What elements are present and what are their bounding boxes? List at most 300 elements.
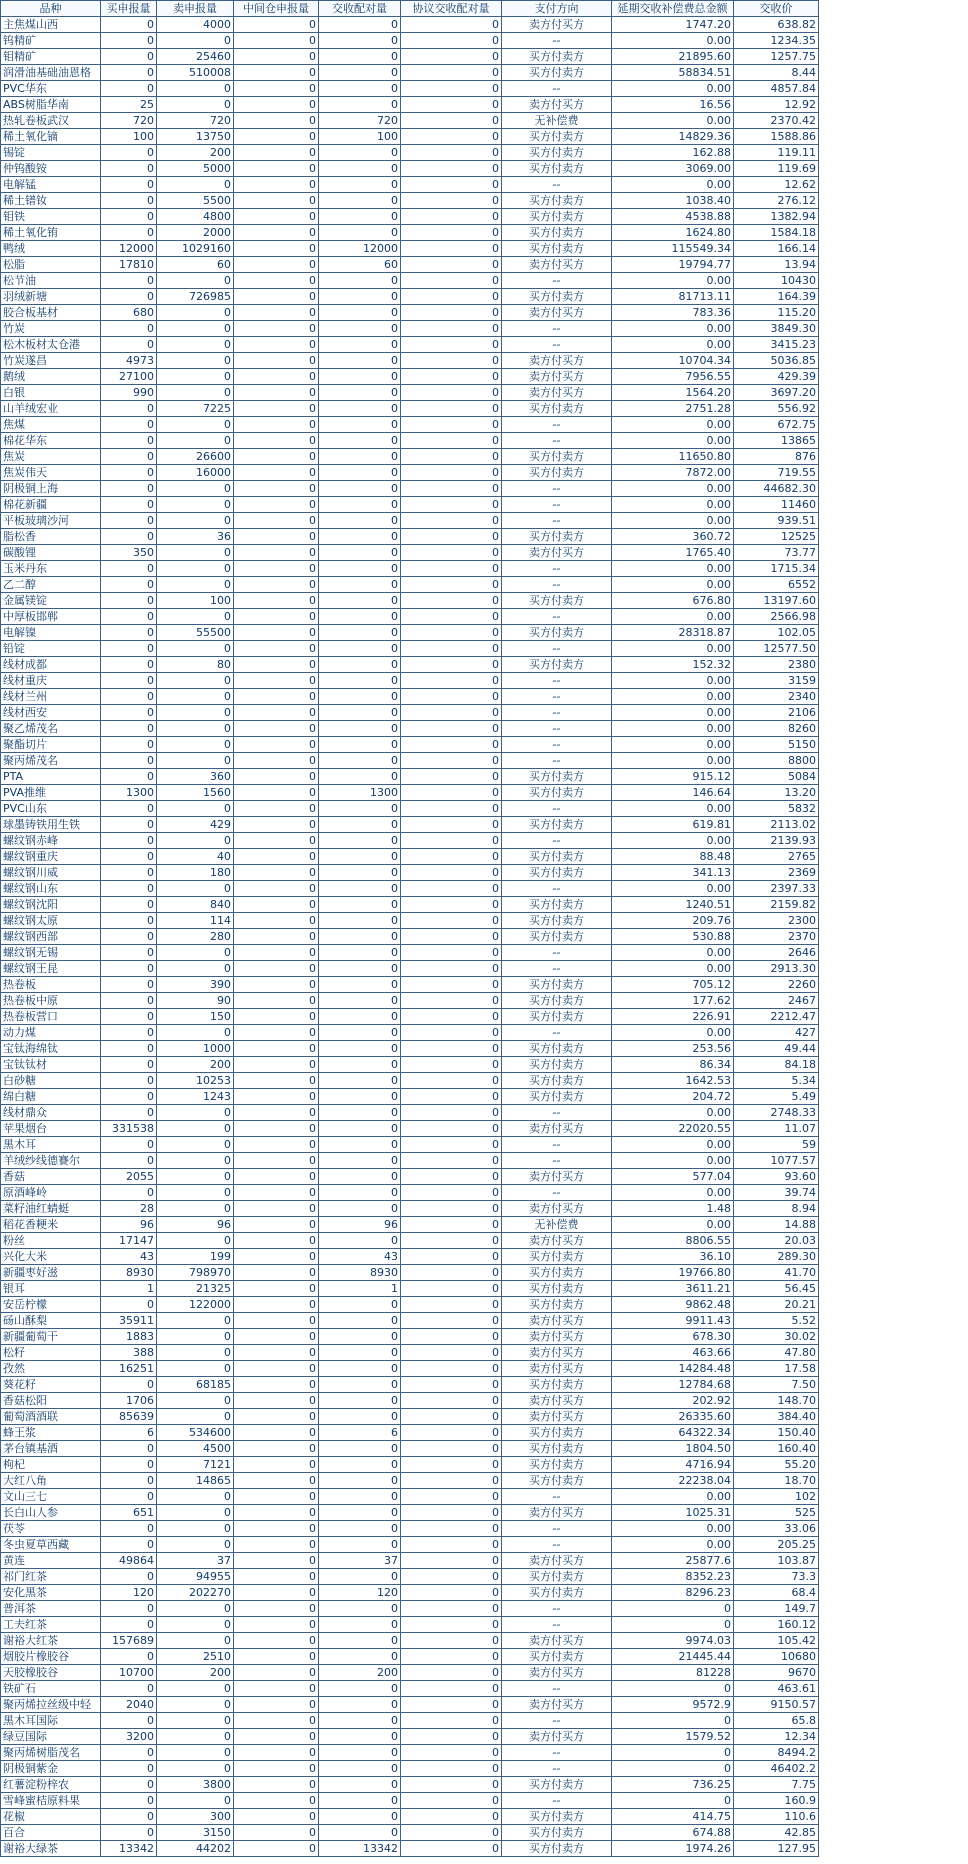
sell-declared-cell: 0: [157, 1313, 234, 1329]
agreement-matched-cell: 0: [401, 977, 502, 993]
buy-declared-cell: 0: [101, 433, 157, 449]
variety-cell: 鸭绒: [1, 241, 101, 257]
header-row: [1, 1, 819, 17]
deferred-fee-cell: 0.00: [612, 1537, 734, 1553]
intermediate-declared-cell: 0: [234, 897, 319, 913]
agreement-matched-cell: 0: [401, 1425, 502, 1441]
deferred-fee-cell: 16.56: [612, 97, 734, 113]
buy-declared-cell: 16251: [101, 1361, 157, 1377]
payment-direction-cell: 卖方付买方: [502, 1313, 612, 1329]
deferred-fee-cell: 0.00: [612, 737, 734, 753]
intermediate-declared-cell: 0: [234, 1713, 319, 1729]
delivery-matched-cell: 0: [319, 977, 401, 993]
variety-cell: 螺纹钢山东: [1, 881, 101, 897]
delivery-matched-cell: 0: [319, 721, 401, 737]
table-row: [1, 449, 819, 465]
delivery-price-cell: 1715.34: [734, 561, 819, 577]
delivery-price-cell: 2748.33: [734, 1105, 819, 1121]
table-row: [1, 1649, 819, 1665]
payment-direction-cell: --: [502, 1617, 612, 1633]
payment-direction-cell: 卖方付买方: [502, 1505, 612, 1521]
intermediate-declared-cell: 0: [234, 785, 319, 801]
variety-cell: 安岳柠檬: [1, 1297, 101, 1313]
buy-declared-cell: 28: [101, 1201, 157, 1217]
buy-declared-cell: 0: [101, 577, 157, 593]
variety-cell: 百合: [1, 1825, 101, 1841]
agreement-matched-cell: 0: [401, 1041, 502, 1057]
deferred-fee-cell: 0.00: [612, 497, 734, 513]
variety-cell: 润滑油基础油恩格: [1, 65, 101, 81]
payment-direction-cell: --: [502, 961, 612, 977]
agreement-matched-cell: 0: [401, 577, 502, 593]
buy-declared-cell: 651: [101, 1505, 157, 1521]
payment-direction-cell: --: [502, 177, 612, 193]
delivery-matched-cell: 0: [319, 1409, 401, 1425]
payment-direction-cell: --: [502, 1185, 612, 1201]
delivery-price-cell: 46402.2: [734, 1761, 819, 1777]
variety-cell: 金属镁锭: [1, 593, 101, 609]
sell-declared-cell: 3800: [157, 1777, 234, 1793]
agreement-matched-cell: 0: [401, 1473, 502, 1489]
deferred-fee-cell: 0.00: [612, 1185, 734, 1201]
deferred-fee-cell: 226.91: [612, 1009, 734, 1025]
variety-cell: 砀山酥梨: [1, 1313, 101, 1329]
sell-declared-cell: 0: [157, 1105, 234, 1121]
delivery-matched-cell: 0: [319, 1153, 401, 1169]
intermediate-declared-cell: 0: [234, 561, 319, 577]
variety-cell: 球墨铸铁用生铁: [1, 817, 101, 833]
buy-declared-cell: 0: [101, 289, 157, 305]
buy-declared-cell: 0: [101, 1041, 157, 1057]
buy-declared-cell: 0: [101, 1521, 157, 1537]
agreement-matched-cell: 0: [401, 1713, 502, 1729]
sell-declared-cell: 0: [157, 273, 234, 289]
delivery-matched-cell: 0: [319, 1601, 401, 1617]
variety-cell: 稀土镨钕: [1, 193, 101, 209]
delivery-price-cell: 525: [734, 1505, 819, 1521]
variety-cell: 线材兰州: [1, 689, 101, 705]
intermediate-declared-cell: 0: [234, 609, 319, 625]
table-row: [1, 817, 819, 833]
deferred-fee-cell: 28318.87: [612, 625, 734, 641]
buy-declared-cell: 388: [101, 1345, 157, 1361]
buy-declared-cell: 0: [101, 1089, 157, 1105]
sell-declared-cell: 0: [157, 1521, 234, 1537]
intermediate-declared-cell: 0: [234, 1153, 319, 1169]
sell-declared-cell: 0: [157, 1729, 234, 1745]
agreement-matched-cell: 0: [401, 161, 502, 177]
table-row: [1, 353, 819, 369]
sell-declared-cell: 0: [157, 417, 234, 433]
intermediate-declared-cell: 0: [234, 1553, 319, 1569]
intermediate-declared-cell: 0: [234, 433, 319, 449]
variety-cell: 螺纹钢沈阳: [1, 897, 101, 913]
payment-direction-cell: --: [502, 753, 612, 769]
deferred-fee-cell: 678.30: [612, 1329, 734, 1345]
payment-direction-cell: 卖方付买方: [502, 1169, 612, 1185]
table-row: [1, 1329, 819, 1345]
delivery-matched-cell: 0: [319, 33, 401, 49]
deferred-fee-cell: 2751.28: [612, 401, 734, 417]
payment-direction-cell: 卖方付买方: [502, 257, 612, 273]
agreement-matched-cell: 0: [401, 177, 502, 193]
deferred-fee-cell: 463.66: [612, 1345, 734, 1361]
delivery-matched-cell: 120: [319, 1585, 401, 1601]
payment-direction-cell: 卖方付买方: [502, 1233, 612, 1249]
sell-declared-cell: 1560: [157, 785, 234, 801]
table-row: [1, 625, 819, 641]
payment-direction-cell: 买方付卖方: [502, 401, 612, 417]
deferred-fee-cell: 0: [612, 1601, 734, 1617]
payment-direction-cell: 买方付卖方: [502, 913, 612, 929]
agreement-matched-cell: 0: [401, 145, 502, 161]
intermediate-declared-cell: 0: [234, 65, 319, 81]
sell-declared-cell: 80: [157, 657, 234, 673]
delivery-matched-cell: 0: [319, 1697, 401, 1713]
delivery-matched-cell: 37: [319, 1553, 401, 1569]
agreement-matched-cell: 0: [401, 721, 502, 737]
delivery-price-cell: 2467: [734, 993, 819, 1009]
buy-declared-cell: 0: [101, 1137, 157, 1153]
deferred-fee-cell: 577.04: [612, 1169, 734, 1185]
deferred-fee-cell: 0.00: [612, 961, 734, 977]
deferred-fee-cell: 674.88: [612, 1825, 734, 1841]
buy-declared-cell: 0: [101, 161, 157, 177]
delivery-matched-cell: 0: [319, 1137, 401, 1153]
payment-direction-cell: 买方付卖方: [502, 897, 612, 913]
intermediate-declared-cell: 0: [234, 1121, 319, 1137]
delivery-matched-cell: 0: [319, 1073, 401, 1089]
payment-direction-cell: --: [502, 513, 612, 529]
deferred-fee-cell: 204.72: [612, 1089, 734, 1105]
table-row: [1, 545, 819, 561]
variety-cell: 银耳: [1, 1281, 101, 1297]
sell-declared-cell: 200: [157, 1665, 234, 1681]
delivery-matched-cell: 0: [319, 1057, 401, 1073]
sell-declared-cell: 0: [157, 1489, 234, 1505]
agreement-matched-cell: 0: [401, 209, 502, 225]
delivery-matched-cell: 720: [319, 113, 401, 129]
delivery-matched-cell: 0: [319, 1761, 401, 1777]
sell-declared-cell: 68185: [157, 1377, 234, 1393]
buy-declared-cell: 331538: [101, 1121, 157, 1137]
intermediate-declared-cell: 0: [234, 17, 319, 33]
delivery-matched-cell: 0: [319, 1201, 401, 1217]
delivery-price-cell: 49.44: [734, 1041, 819, 1057]
agreement-matched-cell: 0: [401, 1633, 502, 1649]
sell-declared-cell: 0: [157, 385, 234, 401]
agreement-matched-cell: 0: [401, 321, 502, 337]
deferred-fee-cell: 58834.51: [612, 65, 734, 81]
deferred-fee-cell: 146.64: [612, 785, 734, 801]
deferred-fee-cell: 1974.26: [612, 1841, 734, 1857]
payment-direction-cell: 买方付卖方: [502, 1281, 612, 1297]
agreement-matched-cell: 0: [401, 417, 502, 433]
delivery-price-cell: 17.58: [734, 1361, 819, 1377]
delivery-matched-cell: 0: [319, 1649, 401, 1665]
agreement-matched-cell: 0: [401, 1825, 502, 1841]
intermediate-declared-cell: 0: [234, 1681, 319, 1697]
delivery-matched-cell: 0: [319, 177, 401, 193]
payment-direction-cell: --: [502, 497, 612, 513]
sell-declared-cell: 0: [157, 561, 234, 577]
buy-declared-cell: 25: [101, 97, 157, 113]
variety-cell: 钨精矿: [1, 33, 101, 49]
variety-cell: 羊绒纱线德賽尔: [1, 1153, 101, 1169]
delivery-matched-cell: 0: [319, 1633, 401, 1649]
buy-declared-cell: 0: [101, 209, 157, 225]
intermediate-declared-cell: 0: [234, 1345, 319, 1361]
table-row: [1, 401, 819, 417]
intermediate-declared-cell: 0: [234, 177, 319, 193]
variety-cell: 苹果烟台: [1, 1121, 101, 1137]
agreement-matched-cell: 0: [401, 1665, 502, 1681]
sell-declared-cell: 0: [157, 1121, 234, 1137]
table-row: [1, 1009, 819, 1025]
agreement-matched-cell: 0: [401, 849, 502, 865]
sell-declared-cell: 0: [157, 1393, 234, 1409]
agreement-matched-cell: 0: [401, 1457, 502, 1473]
variety-cell: 脂松香: [1, 529, 101, 545]
intermediate-declared-cell: 0: [234, 753, 319, 769]
delivery-matched-cell: 43: [319, 1249, 401, 1265]
payment-direction-cell: 卖方付买方: [502, 1121, 612, 1137]
variety-cell: 松木板材太仓港: [1, 337, 101, 353]
delivery-matched-cell: 0: [319, 945, 401, 961]
buy-declared-cell: 0: [101, 49, 157, 65]
delivery-matched-cell: 0: [319, 689, 401, 705]
delivery-price-cell: 2646: [734, 945, 819, 961]
sell-declared-cell: 4000: [157, 17, 234, 33]
deferred-fee-cell: 202.92: [612, 1393, 734, 1409]
intermediate-declared-cell: 0: [234, 1585, 319, 1601]
sell-declared-cell: 0: [157, 1601, 234, 1617]
table-row: [1, 577, 819, 593]
delivery-price-cell: 672.75: [734, 417, 819, 433]
delivery-price-cell: 68.4: [734, 1585, 819, 1601]
table-row: [1, 1505, 819, 1521]
table-row: [1, 33, 819, 49]
delivery-price-cell: 115.20: [734, 305, 819, 321]
agreement-matched-cell: 0: [401, 785, 502, 801]
buy-declared-cell: 0: [101, 1441, 157, 1457]
intermediate-declared-cell: 0: [234, 929, 319, 945]
payment-direction-cell: 卖方付买方: [502, 1409, 612, 1425]
table-row: [1, 273, 819, 289]
table-row: [1, 1633, 819, 1649]
intermediate-declared-cell: 0: [234, 1185, 319, 1201]
sell-declared-cell: 0: [157, 497, 234, 513]
variety-cell: 线材西安: [1, 705, 101, 721]
delivery-matched-cell: 0: [319, 865, 401, 881]
delivery-matched-cell: 0: [319, 1089, 401, 1105]
deferred-fee-cell: 177.62: [612, 993, 734, 1009]
deferred-fee-cell: 1240.51: [612, 897, 734, 913]
delivery-matched-cell: 1300: [319, 785, 401, 801]
delivery-price-cell: 463.61: [734, 1681, 819, 1697]
delivery-matched-cell: 0: [319, 609, 401, 625]
payment-direction-cell: --: [502, 945, 612, 961]
delivery-price-cell: 164.39: [734, 289, 819, 305]
intermediate-declared-cell: 0: [234, 1601, 319, 1617]
sell-declared-cell: 0: [157, 1681, 234, 1697]
variety-cell: 安化黑茶: [1, 1585, 101, 1601]
buy-declared-cell: 0: [101, 1777, 157, 1793]
payment-direction-cell: 买方付卖方: [502, 785, 612, 801]
delivery-matched-cell: 0: [319, 321, 401, 337]
sell-declared-cell: 1029160: [157, 241, 234, 257]
sell-declared-cell: 0: [157, 1169, 234, 1185]
buy-declared-cell: 0: [101, 529, 157, 545]
agreement-matched-cell: 0: [401, 257, 502, 273]
delivery-matched-cell: 0: [319, 993, 401, 1009]
intermediate-declared-cell: 0: [234, 1409, 319, 1425]
buy-declared-cell: 0: [101, 737, 157, 753]
variety-cell: 电解锰: [1, 177, 101, 193]
table-row: [1, 801, 819, 817]
intermediate-declared-cell: 0: [234, 1825, 319, 1841]
sell-declared-cell: 13750: [157, 129, 234, 145]
header-payment-direction: 支付方向: [502, 1, 612, 17]
delivery-price-cell: 2139.93: [734, 833, 819, 849]
sell-declared-cell: 200: [157, 145, 234, 161]
intermediate-declared-cell: 0: [234, 1169, 319, 1185]
delivery-matched-cell: 0: [319, 1105, 401, 1121]
variety-cell: 中厚板邯郸: [1, 609, 101, 625]
intermediate-declared-cell: 0: [234, 401, 319, 417]
table-row: [1, 337, 819, 353]
payment-direction-cell: --: [502, 1681, 612, 1697]
deferred-fee-cell: 736.25: [612, 1777, 734, 1793]
intermediate-declared-cell: 0: [234, 833, 319, 849]
delivery-matched-cell: 0: [319, 897, 401, 913]
delivery-matched-cell: 0: [319, 1393, 401, 1409]
deferred-fee-cell: 0.00: [612, 1025, 734, 1041]
sell-declared-cell: 0: [157, 369, 234, 385]
delivery-price-cell: 3415.23: [734, 337, 819, 353]
intermediate-declared-cell: 0: [234, 625, 319, 641]
delivery-price-cell: 33.06: [734, 1521, 819, 1537]
payment-direction-cell: 买方付卖方: [502, 593, 612, 609]
sell-declared-cell: 0: [157, 1185, 234, 1201]
delivery-price-cell: 5.34: [734, 1073, 819, 1089]
intermediate-declared-cell: 0: [234, 721, 319, 737]
intermediate-declared-cell: 0: [234, 465, 319, 481]
delivery-price-cell: 6552: [734, 577, 819, 593]
delivery-price-cell: 20.03: [734, 1233, 819, 1249]
buy-declared-cell: 0: [101, 657, 157, 673]
agreement-matched-cell: 0: [401, 945, 502, 961]
sell-declared-cell: 0: [157, 641, 234, 657]
delivery-matched-cell: 0: [319, 545, 401, 561]
agreement-matched-cell: 0: [401, 1697, 502, 1713]
variety-cell: 香菇: [1, 1169, 101, 1185]
payment-direction-cell: 买方付卖方: [502, 1841, 612, 1857]
delivery-matched-cell: 0: [319, 465, 401, 481]
variety-cell: 锡锭: [1, 145, 101, 161]
delivery-matched-cell: 0: [319, 369, 401, 385]
variety-cell: 黄连: [1, 1553, 101, 1569]
table-row: [1, 417, 819, 433]
variety-cell: 香菇松阳: [1, 1393, 101, 1409]
payment-direction-cell: --: [502, 1153, 612, 1169]
intermediate-declared-cell: 0: [234, 817, 319, 833]
deferred-fee-cell: 1804.50: [612, 1441, 734, 1457]
sell-declared-cell: 534600: [157, 1425, 234, 1441]
agreement-matched-cell: 0: [401, 1617, 502, 1633]
delivery-price-cell: 8260: [734, 721, 819, 737]
intermediate-declared-cell: 0: [234, 1649, 319, 1665]
deferred-fee-cell: 0.00: [612, 433, 734, 449]
sell-declared-cell: 0: [157, 801, 234, 817]
intermediate-declared-cell: 0: [234, 129, 319, 145]
delivery-matched-cell: 200: [319, 1665, 401, 1681]
variety-cell: 黑木耳: [1, 1137, 101, 1153]
intermediate-declared-cell: 0: [234, 1265, 319, 1281]
buy-declared-cell: 0: [101, 833, 157, 849]
buy-declared-cell: 0: [101, 945, 157, 961]
buy-declared-cell: 0: [101, 1825, 157, 1841]
table-row: [1, 1553, 819, 1569]
intermediate-declared-cell: 0: [234, 97, 319, 113]
table-row: [1, 785, 819, 801]
buy-declared-cell: 0: [101, 561, 157, 577]
deferred-fee-cell: 1.48: [612, 1201, 734, 1217]
delivery-price-cell: 39.74: [734, 1185, 819, 1201]
sell-declared-cell: 94955: [157, 1569, 234, 1585]
buy-declared-cell: 0: [101, 449, 157, 465]
delivery-matched-cell: 0: [319, 1121, 401, 1137]
agreement-matched-cell: 0: [401, 1809, 502, 1825]
buy-declared-cell: 0: [101, 641, 157, 657]
variety-cell: 主焦煤山西: [1, 17, 101, 33]
deferred-fee-cell: 1624.80: [612, 225, 734, 241]
delivery-price-cell: 65.8: [734, 1713, 819, 1729]
sell-declared-cell: 7121: [157, 1457, 234, 1473]
deferred-fee-cell: 0.00: [612, 1521, 734, 1537]
payment-direction-cell: --: [502, 433, 612, 449]
variety-cell: 铁矿石: [1, 1681, 101, 1697]
table-row: [1, 65, 819, 81]
deferred-fee-cell: 414.75: [612, 1809, 734, 1825]
deferred-fee-cell: 152.32: [612, 657, 734, 673]
table-row: [1, 593, 819, 609]
deferred-fee-cell: 0.00: [612, 609, 734, 625]
delivery-price-cell: 5832: [734, 801, 819, 817]
delivery-price-cell: 119.69: [734, 161, 819, 177]
payment-direction-cell: 买方付卖方: [502, 993, 612, 1009]
agreement-matched-cell: 0: [401, 433, 502, 449]
agreement-matched-cell: 0: [401, 1601, 502, 1617]
payment-direction-cell: --: [502, 1745, 612, 1761]
variety-cell: 螺纹钢赤峰: [1, 833, 101, 849]
agreement-matched-cell: 0: [401, 753, 502, 769]
variety-cell: 山羊绒宏业: [1, 401, 101, 417]
payment-direction-cell: 买方付卖方: [502, 929, 612, 945]
payment-direction-cell: --: [502, 609, 612, 625]
intermediate-declared-cell: 0: [234, 1777, 319, 1793]
buy-declared-cell: 0: [101, 225, 157, 241]
agreement-matched-cell: 0: [401, 1169, 502, 1185]
agreement-matched-cell: 0: [401, 1361, 502, 1377]
variety-cell: 碳酸锂: [1, 545, 101, 561]
payment-direction-cell: --: [502, 833, 612, 849]
deferred-fee-cell: 4538.88: [612, 209, 734, 225]
sell-declared-cell: 5500: [157, 193, 234, 209]
buy-declared-cell: 4973: [101, 353, 157, 369]
agreement-matched-cell: 0: [401, 1201, 502, 1217]
deferred-fee-cell: 0.00: [612, 689, 734, 705]
